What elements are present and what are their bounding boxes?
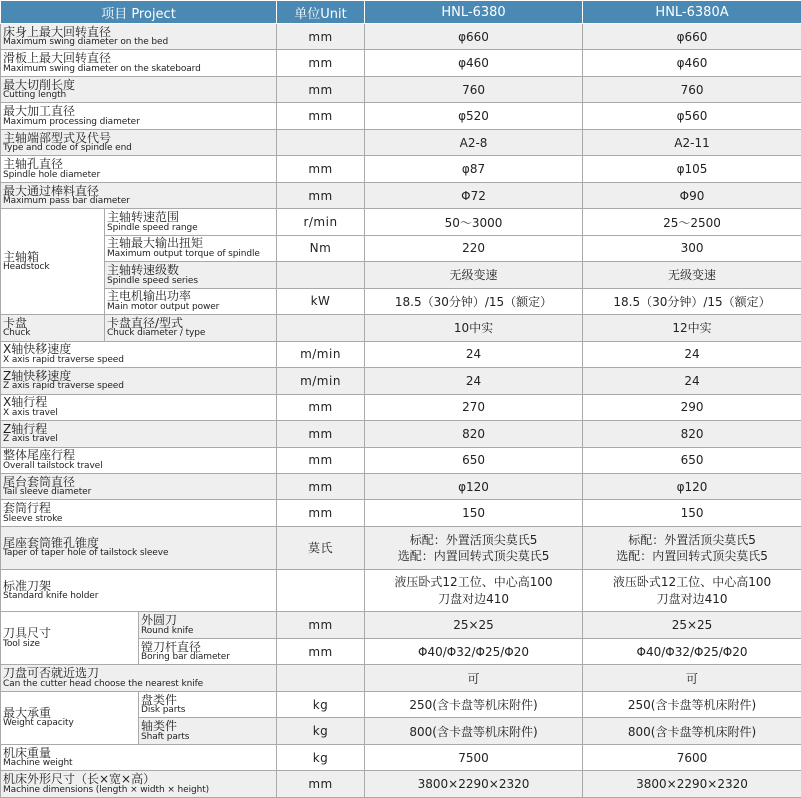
row-label: 主轴最大输出扭矩 Maximum output torque of spindle <box>105 235 277 261</box>
value-model-a: 10中实 <box>365 315 583 341</box>
value-model-a: 650 <box>365 447 583 473</box>
value-model-b: φ460 <box>583 50 801 76</box>
table-row <box>1 103 801 129</box>
value-model-b: 300 <box>583 235 801 261</box>
table-row <box>1 76 801 102</box>
value-model-b: 25×25 <box>583 612 801 638</box>
value-model-a: Φ40/Φ32/Φ25/Φ20 <box>365 638 583 664</box>
row-unit: m/min <box>277 368 365 394</box>
row-label: 最大加工直径 Maximum processing diameter <box>1 103 277 129</box>
row-label: 最大通过棒料直径 Maximum pass bar diameter <box>1 182 277 208</box>
row-label: 最大切削长度 Cutting length <box>1 76 277 102</box>
row-label: 滑板上最大回转直径 Maximum swing diameter on the skateboard <box>1 50 277 76</box>
value-model-a: 800(含卡盘等机床附件) <box>365 718 583 744</box>
table-row <box>1 394 801 420</box>
row-unit: mm <box>277 103 365 129</box>
header-row <box>1 1 801 24</box>
value-model-b: 可 <box>583 665 801 691</box>
table-row <box>1 612 801 638</box>
value-model-a: Φ72 <box>365 182 583 208</box>
row-label: 主电机输出功率 Main motor output power <box>105 288 277 314</box>
row-unit: mm <box>277 24 365 50</box>
group-label-tool-size: 刀具尺寸 Tool size <box>1 612 139 665</box>
table-row <box>1 182 801 208</box>
value-model-b: 250(含卡盘等机床附件) <box>583 691 801 717</box>
row-label: 标准刀架 Standard knife holder <box>1 569 277 612</box>
value-model-a: 24 <box>365 341 583 367</box>
header-model-a: HNL-6380 <box>365 1 583 24</box>
row-unit: mm <box>277 421 365 447</box>
value-model-a: φ120 <box>365 473 583 499</box>
row-label: 镗刀杆直径 Boring bar diameter <box>139 638 277 664</box>
row-label: 轴类件 Shaft parts <box>139 718 277 744</box>
table-row <box>1 771 801 798</box>
row-unit: mm <box>277 76 365 102</box>
row-label: 尾台套筒直径 Tail sleeve diameter <box>1 473 277 499</box>
row-label: 机床重量 Machine weight <box>1 744 277 770</box>
value-model-a: 50～3000 <box>365 209 583 235</box>
table-row <box>1 368 801 394</box>
value-model-a: φ660 <box>365 24 583 50</box>
group-label-chuck: 卡盘 Chuck <box>1 315 105 341</box>
row-unit: m/min <box>277 341 365 367</box>
table-row <box>1 235 801 261</box>
row-label: 尾座套筒锥孔锥度 Taper of taper hole of tailstock sleeve <box>1 526 277 569</box>
row-label: 整体尾座行程 Overall tailstock travel <box>1 447 277 473</box>
row-label: X轴行程 X axis travel <box>1 394 277 420</box>
row-label: Z轴行程 Z axis travel <box>1 421 277 447</box>
row-unit: mm <box>277 771 365 798</box>
value-model-a: 820 <box>365 421 583 447</box>
row-unit <box>277 665 365 691</box>
table-row <box>1 500 801 526</box>
value-model-a: 150 <box>365 500 583 526</box>
row-unit: 莫氏 <box>277 526 365 569</box>
table-row <box>1 665 801 691</box>
row-unit: kg <box>277 718 365 744</box>
row-label: 主轴转速范围 Spindle speed range <box>105 209 277 235</box>
value-model-a: 25×25 <box>365 612 583 638</box>
row-label: 机床外形尺寸（长×宽×高） Machine dimensions (length × width × height) <box>1 771 277 798</box>
table-row <box>1 288 801 314</box>
table-row <box>1 569 801 612</box>
table-row <box>1 744 801 770</box>
value-model-b: 液压卧式12工位、中心高100 刀盘对边410 <box>583 569 801 612</box>
value-model-b: 7600 <box>583 744 801 770</box>
table-row <box>1 691 801 717</box>
value-model-b: 24 <box>583 368 801 394</box>
table-row <box>1 315 801 341</box>
table-row <box>1 209 801 235</box>
row-label: 卡盘直径/型式 Chuck diameter / type <box>105 315 277 341</box>
table-row <box>1 421 801 447</box>
value-model-b: 800(含卡盘等机床附件) <box>583 718 801 744</box>
value-model-b: 650 <box>583 447 801 473</box>
header-project: 项目 Project <box>1 1 277 24</box>
value-model-b: 25～2500 <box>583 209 801 235</box>
row-label: 主轴端部型式及代号 Type and code of spindle end <box>1 129 277 155</box>
table-row <box>1 129 801 155</box>
value-model-b: φ105 <box>583 156 801 182</box>
value-model-b: 12中实 <box>583 315 801 341</box>
row-label: 床身上最大回转直径 Maximum swing diameter on the bed <box>1 24 277 50</box>
row-unit: mm <box>277 182 365 208</box>
table-row <box>1 156 801 182</box>
row-unit <box>277 129 365 155</box>
row-unit: Nm <box>277 235 365 261</box>
row-label: Z轴快移速度 Z axis rapid traverse speed <box>1 368 277 394</box>
row-unit: mm <box>277 500 365 526</box>
row-unit <box>277 315 365 341</box>
value-model-a: 无级变速 <box>365 262 583 288</box>
row-unit: kg <box>277 744 365 770</box>
value-model-a: φ87 <box>365 156 583 182</box>
value-model-b: φ120 <box>583 473 801 499</box>
value-model-b: 3800×2290×2320 <box>583 771 801 798</box>
group-label-headstock: 主轴箱 Headstock <box>1 209 105 315</box>
value-model-b: 290 <box>583 394 801 420</box>
row-unit: mm <box>277 638 365 664</box>
value-model-a: φ460 <box>365 50 583 76</box>
value-model-b: 760 <box>583 76 801 102</box>
row-label: 套筒行程 Sleeve stroke <box>1 500 277 526</box>
row-unit <box>277 569 365 612</box>
row-label: 外圆刀 Round knife <box>139 612 277 638</box>
value-model-a: 760 <box>365 76 583 102</box>
row-label: X轴快移速度 X axis rapid traverse speed <box>1 341 277 367</box>
row-unit: mm <box>277 394 365 420</box>
table-row <box>1 24 801 50</box>
table-row <box>1 341 801 367</box>
value-model-a: 标配：外置活顶尖莫氏5 选配：内置回转式顶尖莫氏5 <box>365 526 583 569</box>
value-model-b: Φ90 <box>583 182 801 208</box>
row-unit: mm <box>277 473 365 499</box>
row-unit: kg <box>277 691 365 717</box>
value-model-b: 820 <box>583 421 801 447</box>
value-model-a: A2-8 <box>365 129 583 155</box>
row-label: 盘类件 Disk parts <box>139 691 277 717</box>
value-model-b: 无级变速 <box>583 262 801 288</box>
row-unit: mm <box>277 50 365 76</box>
row-label: 刀盘可否就近选刀 Can the cutter head choose the nearest knife <box>1 665 277 691</box>
value-model-b: φ560 <box>583 103 801 129</box>
value-model-a: 18.5（30分钟）/15（额定） <box>365 288 583 314</box>
value-model-a: 7500 <box>365 744 583 770</box>
value-model-a: 270 <box>365 394 583 420</box>
table-row <box>1 447 801 473</box>
value-model-a: 可 <box>365 665 583 691</box>
table-row <box>1 50 801 76</box>
value-model-b: 150 <box>583 500 801 526</box>
value-model-b: A2-11 <box>583 129 801 155</box>
value-model-b: φ660 <box>583 24 801 50</box>
header-unit: 单位Unit <box>277 1 365 24</box>
value-model-a: 3800×2290×2320 <box>365 771 583 798</box>
row-unit: mm <box>277 156 365 182</box>
header-model-b: HNL-6380A <box>583 1 801 24</box>
row-label: 主轴孔直径 Spindle hole diameter <box>1 156 277 182</box>
value-model-a: 24 <box>365 368 583 394</box>
table-row <box>1 473 801 499</box>
row-unit: mm <box>277 612 365 638</box>
table-row <box>1 262 801 288</box>
value-model-b: 标配：外置活顶尖莫氏5 选配：内置回转式顶尖莫氏5 <box>583 526 801 569</box>
value-model-b: 18.5（30分钟）/15（额定） <box>583 288 801 314</box>
value-model-b: Φ40/Φ32/Φ25/Φ20 <box>583 638 801 664</box>
group-label-weight-capacity: 最大承重 Weight capacity <box>1 691 139 744</box>
table-row <box>1 526 801 569</box>
row-unit: mm <box>277 447 365 473</box>
row-unit <box>277 262 365 288</box>
value-model-b: 24 <box>583 341 801 367</box>
value-model-a: 220 <box>365 235 583 261</box>
row-unit: kW <box>277 288 365 314</box>
row-label: 主轴转速级数 Spindle speed series <box>105 262 277 288</box>
value-model-a: 250(含卡盘等机床附件) <box>365 691 583 717</box>
value-model-a: φ520 <box>365 103 583 129</box>
value-model-a: 液压卧式12工位、中心高100 刀盘对边410 <box>365 569 583 612</box>
row-unit: r/min <box>277 209 365 235</box>
